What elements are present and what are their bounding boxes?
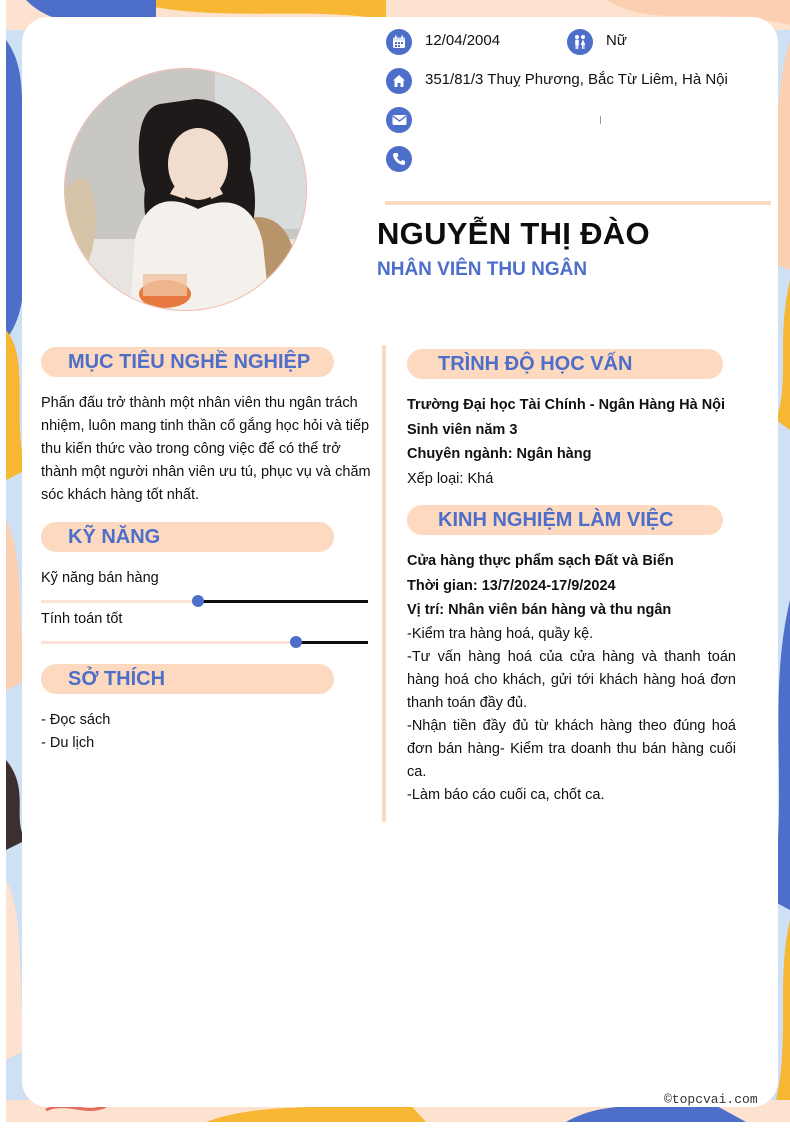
profile-photo <box>64 68 307 311</box>
column-divider <box>382 345 386 822</box>
work-position: Vị trí: Nhân viên bán hàng và thu ngân <box>407 602 672 618</box>
school-name: Trường Đại học Tài Chính - Ngân Hàng Hà Nội <box>407 397 726 413</box>
candidate-name: NGUYỄN THỊ ĐÀO <box>377 216 650 251</box>
objective-paragraph: Phấn đấu trở thành một nhân viên thu ngân trách nhiệm, luôn mang tinh thần cố gắng học hỏi và tiếp thu kiến thức vào trong công việc để có thể trở thành một người nhân viên ưu tú, phục vụ và chăm sóc khách hàng tốt nhất. <box>41 395 371 503</box>
experience-heading <box>407 505 723 535</box>
skill-level-fill <box>296 641 368 644</box>
experience-title: KINH NGHIỆM LÀM VIỆC <box>438 508 674 531</box>
hobbies-title: SỞ THÍCH <box>68 667 166 690</box>
hobby-item: - Đọc sách <box>41 712 111 728</box>
objective-title: MỤC TIÊU NGHỀ NGHIỆP <box>68 350 311 373</box>
header-divider <box>385 201 771 205</box>
objective-heading <box>41 347 334 377</box>
calendar-icon <box>386 29 412 55</box>
portrait-illustration <box>65 69 307 311</box>
gender-text: Nữ <box>606 32 627 49</box>
skill-label: Tính toán tốt <box>41 611 123 627</box>
hobbies-list <box>41 709 110 755</box>
study-year: Sinh viên năm 3 <box>407 421 518 438</box>
hobbies-heading <box>41 664 334 694</box>
candidate-role: NHÂN VIÊN THU NGÂN <box>377 259 588 280</box>
work-period: Thời gian: 13/7/2024-17/9/2024 <box>407 577 616 594</box>
education-title: TRÌNH ĐỘ HỌC VẤN <box>438 352 633 375</box>
duty-item: -Tư vấn hàng hoá của cửa hàng và thanh toán hàng hoá cho khách, gửi tới khách hàng hoá đơn thanh toán đầy đủ. <box>407 648 736 711</box>
address-text: 351/81/3 Thuỵ Phương, Bắc Từ Liêm, Hà Nội <box>425 71 728 88</box>
gender-icon <box>567 29 593 55</box>
home-icon <box>386 68 412 94</box>
duty-item: -Nhận tiền đầy đủ từ khách hàng theo đúng hoá đơn bán hàng- Kiểm tra doanh thu bán hàng cuối ca. <box>407 717 736 780</box>
skills-title: KỸ NĂNG <box>68 525 161 548</box>
grade: Xếp loại: Khá <box>407 471 494 488</box>
major: Chuyên ngành: Ngân hàng <box>407 446 592 463</box>
experience-details <box>407 549 736 807</box>
objective-text <box>41 392 371 507</box>
company-name: Cửa hàng thực phẩm sạch Đất và Biển <box>407 553 674 569</box>
watermark: ©topcvai.com <box>664 1092 758 1107</box>
skill-label: Kỹ năng bán hàng <box>41 570 159 586</box>
skills-heading <box>41 522 334 552</box>
duty-item: -Kiểm tra hàng hoá, quầy kệ. <box>407 625 594 642</box>
duty-item: -Làm báo cáo cuối ca, chốt ca. <box>407 786 605 803</box>
birthdate-text: 12/04/2004 <box>425 32 501 49</box>
text-caret <box>600 116 601 124</box>
phone-icon <box>386 146 412 172</box>
skill-slider-handle <box>192 595 204 607</box>
mail-icon <box>386 107 412 133</box>
education-details <box>407 393 737 492</box>
skill-level-fill <box>198 600 368 603</box>
education-heading <box>407 349 723 379</box>
skill-slider-handle <box>290 636 302 648</box>
hobby-item: - Du lịch <box>41 735 95 751</box>
